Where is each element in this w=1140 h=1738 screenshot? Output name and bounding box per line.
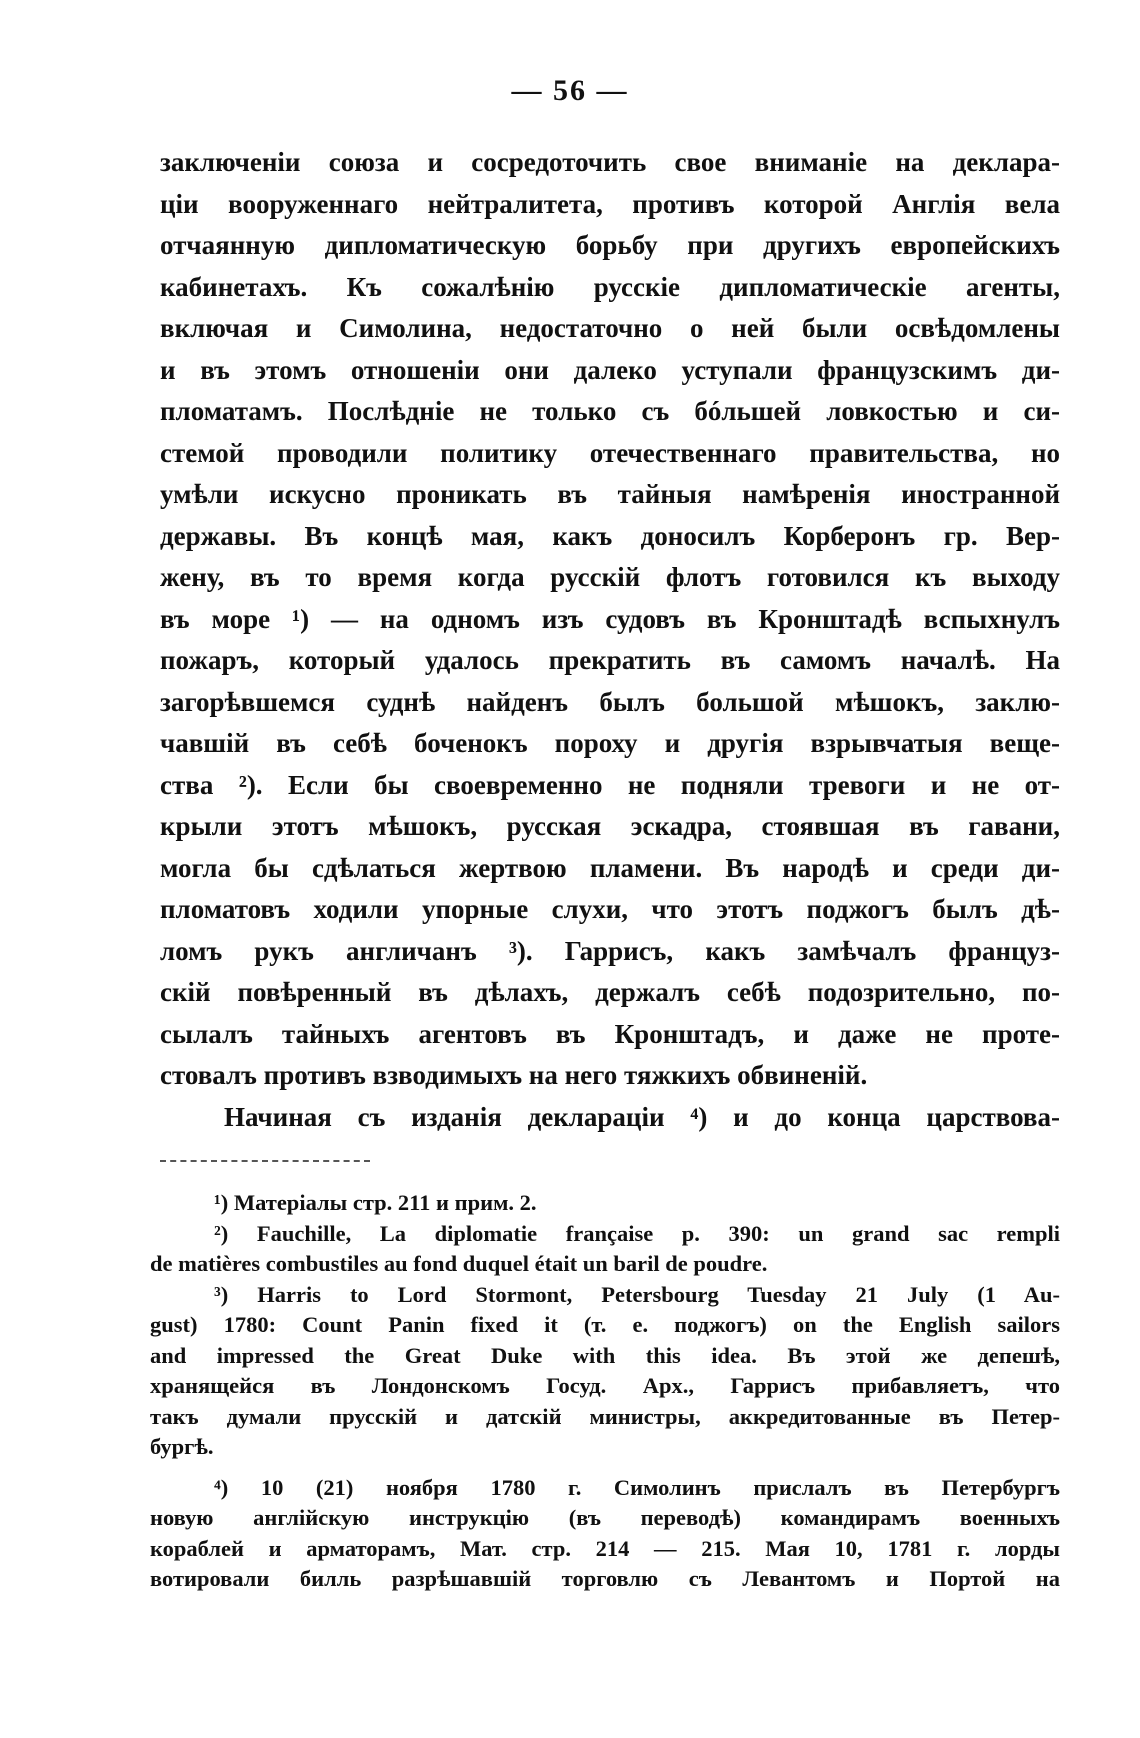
footnote-line: такъ думали прусскій и датскій министры, аккредитованные въ Петер- [150, 1403, 1060, 1429]
text-line: отчаянную дипломатическую борьбу при другихъ европейскихъ [160, 230, 1060, 260]
text-line: державы. Въ концѣ мая, какъ доносилъ Корберонъ гр. Вер- [160, 520, 1060, 551]
text-line: крыли этотъ мѣшокъ, русская эскадра, стоявшая въ гавани, [160, 811, 1060, 841]
text-line: стовалъ противъ взводимыхъ на него тяжкихъ обвиненій. [160, 1060, 868, 1090]
footnote-2 [150, 1219, 1060, 1280]
footnote-line: and impressed the Great Duke with this idea. Въ этой же депешѣ, [150, 1342, 1060, 1368]
main-text [160, 142, 1060, 1138]
text-line: ства ²). Если бы своевременно не подняли тревоги и не от- [160, 769, 1060, 800]
text-line: пломатовъ ходили упорные слухи, что этотъ поджогъ былъ дѣ- [160, 894, 1060, 924]
footnote-line: ³) Harris to Lord Stormont, Petersbourg Tuesday 21 July (1 Au- [214, 1281, 1060, 1307]
footnote-line: gust) 1780: Count Panin fixed it (т. е. поджогъ) on the English sailors [150, 1312, 1060, 1337]
footnote-line: новую англійскую инструкцію (въ переводѣ) командирамъ военныхъ [150, 1505, 1060, 1530]
footnote-separator [160, 1160, 370, 1162]
text-line: стемой проводили политику отечественнаго правительства, но [160, 437, 1060, 468]
footnote-line: ²) Fauchille, La diplomatie française p. 390: un grand sac rempli [214, 1220, 1060, 1246]
text-line: включая и Симолина, недостаточно о ней были освѣдомлены [160, 313, 1060, 343]
text-line: и въ этомъ отношеніи они далеко уступали французскимъ ди- [160, 354, 1060, 385]
text-line: Начиная съ изданія деклараціи ⁴) и до конца царствова- [224, 1101, 1060, 1132]
text-line: заключеніи союза и сосредоточить свое вниманіе на деклара- [160, 147, 1060, 177]
footnote-line: кораблей и арматорамъ, Мат. стр. 214 — 215. Мая 10, 1781 г. лорды [150, 1535, 1060, 1561]
text-line: умѣли искусно проникать въ тайныя намѣренія иностранной [160, 479, 1060, 509]
text-line: въ море ¹) — на одномъ изъ судовъ въ Кронштадѣ вспыхнулъ [160, 603, 1060, 634]
footnote-3 [150, 1280, 1060, 1463]
footnote-line: бургѣ. [150, 1434, 214, 1459]
footnotes [150, 1188, 1060, 1595]
footnote-line: ¹) Матеріалы стр. 211 и прим. 2. [214, 1190, 537, 1215]
footnote-line: хранящейся въ Лондонскомъ Госуд. Арх., Гаррисъ прибавляетъ, что [150, 1373, 1060, 1398]
footnote-line: ⁴) 10 (21) ноября 1780 г. Симолинъ прислалъ въ Петербургъ [214, 1474, 1060, 1500]
text-line: ціи вооруженнаго нейтралитета, противъ которой Англія вела [160, 188, 1060, 219]
text-line: сылалъ тайныхъ агентовъ въ Кронштадъ, и даже не проте- [160, 1018, 1060, 1049]
footnote-1 [150, 1188, 1060, 1219]
footnote-4 [150, 1473, 1060, 1595]
text-line: скій повѣренный въ дѣлахъ, держалъ себѣ подозрительно, по- [160, 977, 1060, 1007]
text-line: кабинетахъ. Къ сожалѣнію русскіе дипломатическіе агенты, [160, 271, 1060, 302]
text-line: жену, въ то время когда русскій флотъ готовился къ выходу [160, 562, 1060, 592]
text-line: ломъ рукъ англичанъ ³). Гаррисъ, какъ замѣчалъ француз- [160, 935, 1060, 966]
footnote-line: de matières combustiles au fond duquel était un baril de poudre. [150, 1251, 768, 1276]
text-line: пожаръ, который удалось прекратить въ самомъ началѣ. На [160, 645, 1060, 675]
footnote-line: вотировали билль разрѣшавшій торговлю съ Левантомъ и Портой на [150, 1566, 1060, 1591]
text-line: загорѣвшемся суднѣ найденъ былъ большой мѣшокъ, заклю- [160, 686, 1060, 717]
page-number: — 56 — [511, 74, 629, 107]
text-line: могла бы сдѣлаться жертвою пламени. Въ народѣ и среди ди- [160, 852, 1060, 883]
text-line: чавшій въ себѣ боченокъ пороху и другія взрывчатыя веще- [160, 728, 1060, 758]
text-line: пломатамъ. Послѣдніе не только съ бóльшей ловкостью и си- [160, 396, 1060, 426]
